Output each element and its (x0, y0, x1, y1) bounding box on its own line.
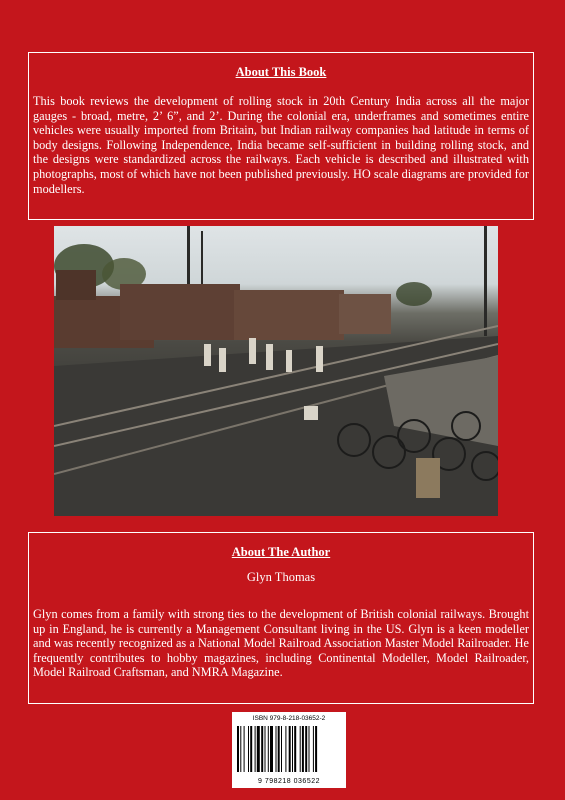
about-book-section (28, 52, 534, 220)
photo-illustration (54, 226, 498, 516)
isbn-barcode (232, 712, 346, 788)
barcode-bar (313, 726, 314, 772)
barcode-bar (305, 726, 307, 772)
author-bio-text: Glyn comes from a family with strong ties to the development of British colonial railways. Brought up in England, he is currently a Management Consultant living in the US. Glyn is a keen modeller and was recently recognized as a National Model Railroad Association Master Model Railroader. He frequently contributes to hobby magazines, including Continental Modeller, Model Railroader, Model Railroad Craftsman, and NMRA Magazine. (33, 607, 529, 680)
barcode-bar (309, 726, 310, 772)
barcode-bar (300, 726, 301, 772)
barcode-bar (261, 726, 263, 772)
barcode-bar (281, 726, 282, 772)
barcode-bar (265, 726, 266, 772)
barcode-bar (294, 726, 296, 772)
barcode-bar (315, 726, 317, 772)
about-book-heading: About This Book (235, 65, 327, 79)
isbn-label: ISBN 979-8-218-03652-2 (252, 715, 326, 722)
about-author-heading: About The Author (231, 545, 331, 559)
barcode-bars-icon (237, 726, 341, 772)
about-book-text: This book reviews the development of rolling stock in 20th Century India across all the major gauges - broad, metre, 2’ 6”, and 2’. During the colonial era, underframes and sometimes entire vehicles were usually imported from Britain, but Indian railway companies had latitude in terms of body designs. Following Independence, India became self-sufficient in building rolling stock, and the designs were standardized across the railways. Each vehicle is described and illustrated with photographs, most of which have not been published previously. HO scale diagrams are provided for modellers. (33, 94, 529, 196)
barcode-bar (292, 726, 293, 772)
railway-yard-photo (54, 226, 498, 516)
barcode-bar (250, 726, 252, 772)
barcode-bar (302, 726, 304, 772)
barcode-bar (237, 726, 239, 772)
barcode-bar (268, 726, 269, 772)
barcode-bar (244, 726, 245, 772)
about-author-section (28, 532, 534, 704)
barcode-bar (270, 726, 273, 772)
barcode-number: 9 798218 036522 (258, 778, 320, 785)
barcode-bar (278, 726, 280, 772)
barcode-bar (276, 726, 277, 772)
barcode-bar (240, 726, 241, 772)
barcode-bar (248, 726, 249, 772)
barcode-bar (257, 726, 260, 772)
author-name: Glyn Thomas (246, 570, 316, 584)
barcode-bar (285, 726, 286, 772)
barcode-bar (255, 726, 256, 772)
barcode-bar (289, 726, 291, 772)
